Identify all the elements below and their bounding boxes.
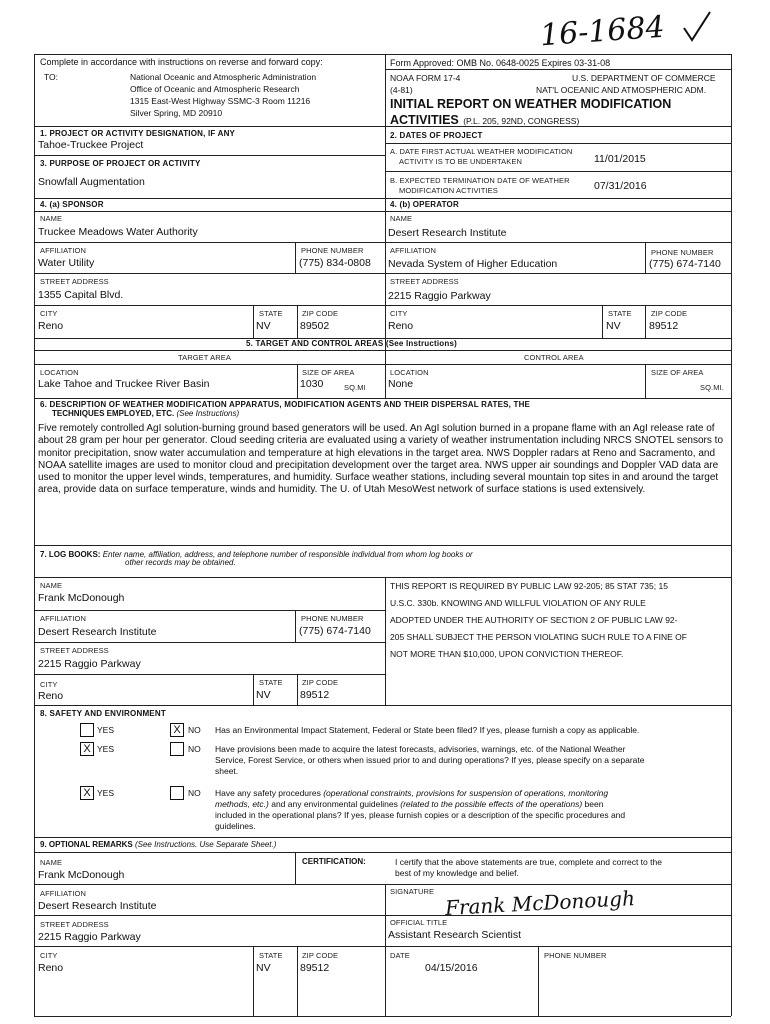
date-termination-value: 07/31/2016 — [594, 180, 647, 192]
remarks-state-label: STATE — [259, 951, 283, 960]
section-9-heading — [40, 840, 276, 849]
q1-yes-label: YES — [97, 725, 115, 735]
log-street: 2215 Raggio Parkway — [38, 658, 141, 670]
remarks-city-label: CITY — [40, 951, 58, 960]
q3-text-3: included in the operational plans? If yes, please furnish copies or a description of the specific procedures and — [215, 810, 626, 820]
section-7-note: Enter name, affiliation, address, and telephone number of responsible individual from whom log books or — [102, 550, 473, 559]
log-city-label: CITY — [40, 680, 58, 689]
log-zip: 89512 — [300, 689, 330, 701]
section-6-label-techniques: TECHNIQUES EMPLOYED, ETC. — [52, 409, 175, 418]
q3-text-2c: (related to the possible effects of the operations) — [400, 799, 583, 809]
section-1-label: 1. PROJECT OR ACTIVITY DESIGNATION, IF ANY — [40, 129, 236, 138]
legal-line-5: NOT MORE THAN $10,000, UPON CONVICTION THEREOF. — [390, 649, 624, 659]
sponsor-name-label: NAME — [40, 214, 63, 223]
log-phone-label: PHONE NUMBER — [301, 614, 364, 623]
q3-text-2a: methods, etc.) — [215, 799, 269, 809]
q3-text-1 — [215, 788, 608, 798]
description-text: Five remotely controlled AgI solution-burning ground based generators will be used. An AgI solution burned in a propane flame with an AgI release rate of about 28 gram per hour per generator. Cloud seeding criteria are evaluated using a variety of weather instrumentation including NRCS SNOTEL sensors to monitor precipitation, snow water accumulation and temperature at high elevations in the target area. NWS Doppler radars at Reno and Sacramento, and NOAA satellite images are used to monitor cloud and precipitation development over the target area. NWS upper air soundings and Doppler VAD data are used to monitor the upper level winds, temperatures, and humidity. Surface weather stations, including several mountain top sites in and around the target area, provide data on surface temperature, winds and humidity. The U. of Utah MesoWest network of surface stations is used extensively. — [38, 423, 723, 496]
q2-text-2: Service, Forest Service, or others when issued prior to and during operations? If yes, please specify on a separate — [215, 755, 645, 765]
form-approved: Form Approved: OMB No. 0648-0025 Expires 03-31-08 — [390, 58, 611, 68]
sponsor-street-label: STREET ADDRESS — [40, 277, 109, 286]
q3-text-1b: (operational constraints, provisions for suspension of operations, monitoring — [323, 788, 609, 798]
form-title: INITIAL REPORT ON WEATHER MODIFICATION — [390, 97, 672, 111]
q1-yes-checkbox[interactable] — [80, 723, 94, 737]
q3-no-label: NO — [188, 788, 201, 798]
q3-text-1a: Have any safety procedures — [215, 788, 324, 798]
agency: NAT'L OCEANIC AND ATMOSPHERIC ADM. — [536, 85, 707, 95]
section-6-label-line-2 — [52, 409, 239, 418]
target-size-label: SIZE OF AREA — [302, 368, 355, 377]
certification-text-1: I certify that the above statements are true, complete and correct to the — [395, 857, 662, 867]
control-size-label: SIZE OF AREA — [651, 368, 704, 377]
q3-yes-checkbox[interactable]: X — [80, 786, 94, 800]
q2-no-label: NO — [188, 744, 201, 754]
q2-no-checkbox[interactable] — [170, 742, 184, 756]
control-location: None — [388, 378, 414, 390]
signer-phone-label: PHONE NUMBER — [544, 951, 607, 960]
q3-text-2b: and any environmental guidelines — [268, 799, 401, 809]
section-2-label: 2. DATES OF PROJECT — [390, 131, 483, 140]
section-8-label: 8. SAFETY AND ENVIRONMENT — [40, 709, 166, 718]
operator-street: 2215 Raggio Parkway — [388, 290, 491, 302]
remarks-city: Reno — [38, 962, 64, 974]
q3-text-2 — [215, 799, 603, 809]
operator-name-label: NAME — [390, 214, 413, 223]
to-address-line-4: Silver Spring, MD 20910 — [130, 108, 223, 118]
form-number: NOAA FORM 17-4 — [390, 73, 461, 83]
form-title-line-2 — [390, 111, 579, 129]
section-7-heading — [40, 550, 473, 559]
remarks-zip-label: ZIP CODE — [302, 951, 339, 960]
sponsor-affiliation-label: AFFILIATION — [40, 246, 86, 255]
q2-yes-checkbox[interactable]: X — [80, 742, 94, 756]
certification-text-2: best of my knowledge and belief. — [395, 868, 519, 878]
control-location-label: LOCATION — [390, 368, 429, 377]
sponsor-zip-label: ZIP CODE — [302, 309, 339, 318]
q1-no-label: NO — [188, 725, 201, 735]
log-state-label: STATE — [259, 678, 283, 687]
log-name: Frank McDonough — [38, 592, 125, 604]
control-size-unit: SQ.MI. — [700, 383, 724, 392]
log-phone: (775) 674-7140 — [299, 625, 371, 637]
to-address-line-1: National Oceanic and Atmospheric Administration — [130, 72, 317, 82]
official-title-label: OFFICIAL TITLE — [390, 918, 448, 927]
purpose-value: Snowfall Augmentation — [38, 176, 145, 188]
operator-city: Reno — [388, 320, 414, 332]
log-state: NV — [256, 689, 271, 701]
project-designation: Tahoe-Truckee Project — [38, 139, 144, 151]
sponsor-street: 1355 Capital Blvd. — [38, 289, 124, 301]
date-label: DATE — [390, 951, 410, 960]
handwritten-number: 16-1684 — [538, 9, 666, 54]
q1-text: Has an Environmental Impact Statement, Federal or State been filed? If yes, please furnish a copy as applicable. — [215, 725, 640, 735]
operator-state: NV — [606, 320, 621, 332]
signature-label: SIGNATURE — [390, 887, 435, 896]
section-9-note: (See Instructions. Use Separate Sheet.) — [134, 840, 277, 849]
remarks-zip: 89512 — [300, 962, 330, 974]
q2-yes-label: YES — [97, 744, 115, 754]
section-7-label: 7. LOG BOOKS: — [40, 550, 101, 559]
operator-state-label: STATE — [608, 309, 632, 318]
operator-zip: 89512 — [649, 320, 679, 332]
check-mark-icon — [680, 10, 714, 44]
log-zip-label: ZIP CODE — [302, 678, 339, 687]
form-title-note: (P.L. 205, 92ND, CONGRESS) — [463, 116, 580, 126]
remarks-name: Frank McDonough — [38, 869, 125, 881]
legal-line-3: ADOPTED UNDER THE AUTHORITY OF SECTION 2 OF PUBLIC LAW 92- — [390, 615, 678, 625]
sponsor-city-label: CITY — [40, 309, 58, 318]
sponsor-city: Reno — [38, 320, 64, 332]
sponsor-state-label: STATE — [259, 309, 283, 318]
remarks-affiliation-label: AFFILIATION — [40, 889, 86, 898]
remarks-name-label: NAME — [40, 858, 63, 867]
date-first-value: 11/01/2015 — [594, 153, 646, 165]
operator-name: Desert Research Institute — [388, 227, 507, 239]
sponsor-phone: (775) 834-0808 — [299, 257, 371, 269]
legal-line-2: U.S.C. 330b. KNOWING AND WILLFUL VIOLATION OF ANY RULE — [390, 598, 646, 608]
q3-text-4: guidelines. — [215, 821, 256, 831]
to-label: TO: — [44, 72, 59, 82]
section-3-label: 3. PURPOSE OF PROJECT OR ACTIVITY — [40, 159, 201, 168]
remarks-affiliation: Desert Research Institute — [38, 900, 157, 912]
date-first-label: A. DATE FIRST ACTUAL WEATHER MODIFICATION — [390, 147, 573, 156]
official-title: Assistant Research Scientist — [388, 929, 522, 941]
legal-line-4: 205 SHALL SUBJECT THE PERSON VIOLATING SUCH RULE TO A FINE OF — [390, 632, 687, 642]
sponsor-label: 4. (a) SPONSOR — [40, 200, 104, 209]
remarks-state: NV — [256, 962, 271, 974]
department: U.S. DEPARTMENT OF COMMERCE — [572, 73, 716, 83]
form-date: (4-81) — [390, 85, 413, 95]
remarks-street-label: STREET ADDRESS — [40, 920, 109, 929]
target-location-label: LOCATION — [40, 368, 79, 377]
date-first-label-2: ACTIVITY IS TO BE UNDERTAKEN — [399, 157, 522, 166]
sponsor-state: NV — [256, 320, 271, 332]
log-street-label: STREET ADDRESS — [40, 646, 109, 655]
target-size: 1030 — [300, 378, 324, 390]
q1-no-checkbox[interactable]: X — [170, 723, 184, 737]
sponsor-affiliation: Water Utility — [38, 257, 95, 269]
log-city: Reno — [38, 690, 64, 702]
operator-label: 4. (b) OPERATOR — [390, 200, 459, 209]
target-size-unit: SQ.MI — [344, 383, 366, 392]
sponsor-phone-label: PHONE NUMBER — [301, 246, 364, 255]
sponsor-name: Truckee Meadows Water Authority — [38, 226, 198, 238]
log-name-label: NAME — [40, 581, 63, 590]
section-9-label: 9. OPTIONAL REMARKS — [40, 840, 133, 849]
signature: Frank McDonough — [444, 886, 636, 920]
date-termination-label-2: MODIFICATION ACTIVITIES — [399, 186, 498, 195]
operator-city-label: CITY — [390, 309, 408, 318]
operator-affiliation-label: AFFILIATION — [390, 246, 436, 255]
section-6-label-note: (See Instructions) — [176, 409, 240, 418]
section-6-label: 6. DESCRIPTION OF WEATHER MODIFICATION APPARATUS, MODIFICATION AGENTS AND THEIR DISPERSAL RATES, THE — [40, 400, 531, 409]
operator-affiliation: Nevada System of Higher Education — [388, 258, 558, 270]
q3-yes-label: YES — [97, 788, 115, 798]
remarks-street: 2215 Raggio Parkway — [38, 931, 141, 943]
control-area-heading: CONTROL AREA — [524, 353, 584, 362]
log-affiliation: Desert Research Institute — [38, 626, 157, 638]
operator-phone-label: PHONE NUMBER — [651, 248, 714, 257]
form-title-activities: ACTIVITIES — [390, 113, 459, 127]
to-address-line-2: Office of Oceanic and Atmospheric Research — [130, 84, 300, 94]
to-address-line-3: 1315 East-West Highway SSMC-3 Room 11216 — [130, 96, 311, 106]
signature-date: 04/15/2016 — [425, 962, 478, 974]
operator-street-label: STREET ADDRESS — [390, 277, 459, 286]
q3-no-checkbox[interactable] — [170, 786, 184, 800]
operator-phone: (775) 674-7140 — [649, 258, 721, 270]
operator-zip-label: ZIP CODE — [651, 309, 688, 318]
log-affiliation-label: AFFILIATION — [40, 614, 86, 623]
q2-text-3: sheet. — [215, 766, 239, 776]
q2-text-1: Have provisions been made to acquire the latest forecasts, advisories, warnings, etc. of the National Weather — [215, 744, 626, 754]
q3-text-2d: been — [582, 799, 604, 809]
legal-line-1: THIS REPORT IS REQUIRED BY PUBLIC LAW 92-205; 85 STAT 735; 15 — [390, 581, 668, 591]
date-termination-label: B. EXPECTED TERMINATION DATE OF WEATHER — [390, 176, 570, 185]
target-area-heading: TARGET AREA — [178, 353, 231, 362]
header-instructions: Complete in accordance with instructions on reverse and forward copy: — [40, 57, 323, 67]
section-7-note-2: other records may be obtained. — [125, 558, 236, 567]
certification-label: CERTIFICATION: — [302, 857, 366, 866]
section-5-label: 5. TARGET AND CONTROL AREAS (See Instructions) — [246, 339, 457, 348]
sponsor-zip: 89502 — [300, 320, 330, 332]
target-location: Lake Tahoe and Truckee River Basin — [38, 378, 210, 390]
